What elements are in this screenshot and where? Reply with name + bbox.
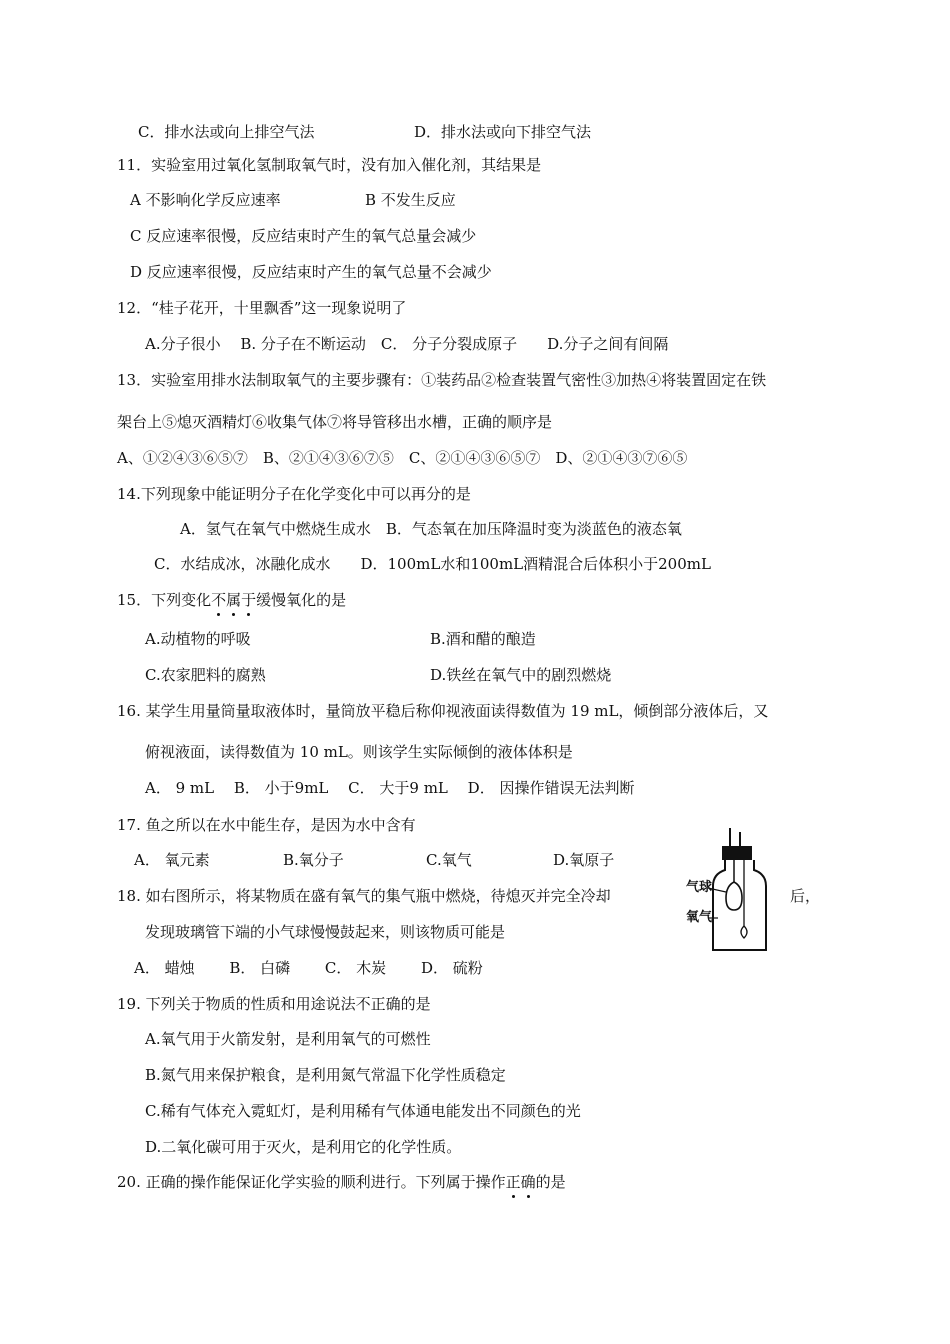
q13-stem-line2: 架台上⑤熄灭酒精灯⑥收集气体⑦将导管移出水槽，正确的顺序是 — [117, 413, 553, 431]
q15-option-c: C.农家肥料的腐熟 — [145, 666, 266, 684]
q11-option-a: A 不影响化学反应速率 — [130, 191, 281, 209]
q10-option-d: D．排水法或向下排空气法 — [414, 123, 592, 141]
q19-option-b: B.氮气用来保护粮食，是利用氮气常温下化学性质稳定 — [145, 1066, 506, 1084]
q13-stem-line1: 13．实验室用排水法制取氧气的主要步骤有：①装药品②检查装置气密性③加热④将装置固定在铁 — [117, 371, 767, 389]
q15-option-d: D.铁丝在氧气中的剧烈燃烧 — [430, 666, 612, 684]
q15-stem-post: 缓慢氧化的是 — [256, 591, 347, 609]
q20-stem — [117, 1172, 566, 1192]
figure-label-balloon: 气球 — [686, 880, 713, 895]
q16-options: A． 9 mL B． 小于9mL C． 大于9 mL D． 因操作错误无法判断 — [145, 779, 635, 797]
q15-stem-emphasis: 不属于 — [211, 591, 257, 609]
q19-option-a: A.氧气用于火箭发射，是利用氧气的可燃性 — [145, 1030, 431, 1048]
q15-stem — [117, 590, 346, 610]
q19-option-c: C.稀有气体充入霓虹灯，是利用稀有气体通电能发出不同颜色的光 — [145, 1102, 581, 1120]
q15-option-b: B.酒和醋的酿造 — [430, 630, 536, 648]
q17-option-c: C.氧气 — [426, 851, 472, 869]
q15-stem-pre: 15．下列变化 — [117, 591, 212, 609]
q20-stem-pre: 20. 正确的操作能保证化学实验的顺利进行。下列属于操作 — [117, 1173, 506, 1191]
q11-stem: 11．实验室用过氧化氢制取氧气时，没有加入催化剂，其结果是 — [117, 156, 542, 174]
q17-stem: 17. 鱼之所以在水中能生存，是因为水中含有 — [117, 816, 416, 834]
q17-option-b: B.氧分子 — [283, 851, 344, 869]
q15-option-a: A.动植物的呼吸 — [145, 630, 251, 648]
figure-label-oxygen: 氧气 — [686, 910, 713, 925]
bottle-stopper — [722, 846, 752, 860]
q19-stem: 19. 下列关于物质的性质和用途说法不正确的是 — [117, 995, 431, 1013]
q18-stem-line1: 18. 如右图所示，将某物质在盛有氧气的集气瓶中燃烧，待熄灭并完全冷却 — [117, 887, 611, 905]
balloon — [726, 882, 742, 910]
q14-options-ab: A．氢气在氧气中燃烧生成水 B．气态氧在加压降温时变为淡蓝色的液态氧 — [180, 520, 682, 538]
q18-options: A． 蜡烛 B． 白磷 C． 木炭 D． 硫粉 — [134, 959, 483, 977]
q19-option-d: D.二氧化碳可用于灭火，是利用它的化学性质。 — [145, 1138, 462, 1156]
bottle-outline — [713, 860, 766, 950]
q12-stem: 12．“桂子花开，十里飘香”这一现象说明了 — [117, 299, 407, 317]
q11-option-b: B 不发生反应 — [365, 191, 456, 209]
q16-stem-line1: 16. 某学生用量筒量取液体时，量筒放平稳后称仰视液面读得数值为 19 mL，倾倒部分液体后，又 — [117, 702, 769, 720]
q11-option-c: C 反应速率很慢，反应结束时产生的氧气总量会减少 — [130, 227, 477, 245]
q13-options: A、①②④③⑥⑤⑦ B、②①④③⑥⑦⑤ C、②①④③⑥⑤⑦ D、②①④③⑦⑥⑤ — [117, 449, 688, 467]
q20-stem-emphasis: 正确 — [505, 1173, 536, 1191]
q17-option-a: A． 氧元素 — [134, 851, 210, 869]
q11-option-d: D 反应速率很慢，反应结束时产生的氧气总量不会减少 — [130, 263, 492, 281]
q18-stem-line2: 发现玻璃管下端的小气球慢慢鼓起来，则该物质可能是 — [145, 923, 506, 941]
flame-mark — [741, 926, 747, 938]
q20-stem-post: 的是 — [535, 1173, 566, 1191]
q16-stem-line2: 俯视液面，读得数值为 10 mL。则该学生实际倾倒的液体体积是 — [145, 743, 573, 761]
q10-option-c: C．排水法或向上排空气法 — [138, 123, 315, 141]
q17-option-d: D.氧原子 — [553, 851, 615, 869]
q18-stem-line1-tail: 后， — [790, 887, 821, 905]
q14-stem: 14.下列现象中能证明分子在化学变化中可以再分的是 — [117, 485, 471, 503]
q14-options-cd: C．水结成冰，冰融化成水 D．100mL水和100mL酒精混合后体积小于200mL — [154, 555, 711, 573]
q12-options: A.分子很小 B. 分子在不断运动 C． 分子分裂成原子 D.分子之间有间隔 — [145, 335, 669, 353]
